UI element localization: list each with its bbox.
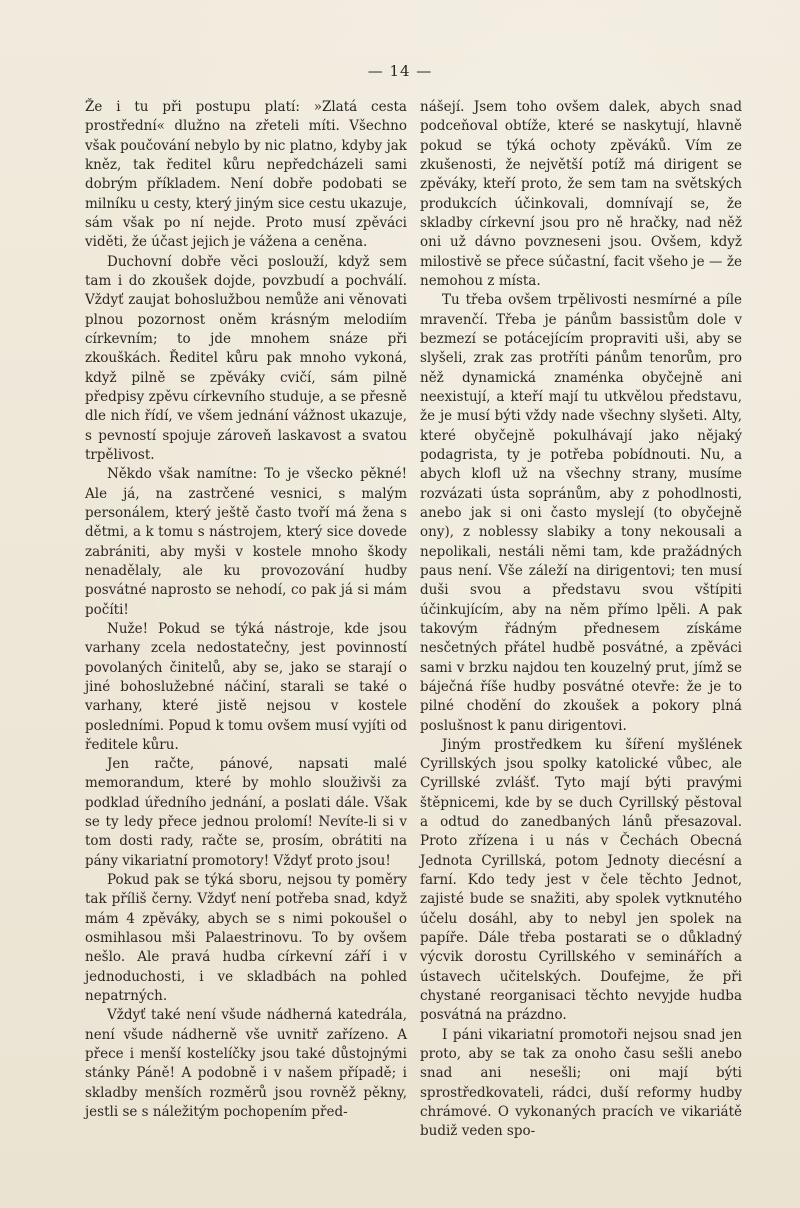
page-number: — 14 — [367, 62, 433, 80]
paragraph: Někdo však namítne: To je všecko pěkné! Ale já, na zastrčené vesnici, s malým personálem, který ještě často tvoří má žena s dětmi, a k tomu s nástrojem, který sice dovede zabrániti, aby myši v kostele mnoho škody nenadělaly, ale ku provozování hudby posvátné naprosto se nehodí, co pak já si mám počíti! [85, 466, 407, 618]
paragraph: Že i tu při postupu platí: »Zlatá cesta prostřední« dlužno na zřeteli míti. Všechno však poučování nebylo by nic platno, kdyby jak kněz, tak ředitel kůru nepředcházeli sami dobrým příkladem. Není dobře podobati se milníku u cesty, který jiným sice cestu ukazuje, sám však po ní nejde. Proto musí zpěváci viděti, že účast jejich je vážena a ceněna. [85, 99, 407, 251]
paragraph: Vždyť také není všude nádherná katedrála, není všude nádherně vše uvnitř zařízeno. A přece i menší kostelíčky jsou také důstojnými stánky Páně! A podobně i v našem případě; i skladby menších rozměrů jsou rovněž pěkny, jestli se s náležitým pochopením před- [85, 1007, 407, 1121]
paragraph: Jiným prostředkem ku šíření myšlének Cyrillských jsou spolky katolické vůbec, ale Cyrillské zvlášť. Tyto mají býti pravými štěpnicemi, kde by se duch Cyrillský pěstoval a odtud do zanedbaných lánů přesazoval. Proto zřízena i u nás v Čechách Obecná Jednota Cyrillská, potom Jednoty diecésní a farní. Kdo tedy jest v čele těchto Jednot, zajisté bude se snažiti, aby spolek vytknutého účelu dosáhl, aby to nebyl jen spolek na papíře. Dále třeba postarati se o důkladný výcvik dorostu Cyrillského v seminářích a ústavech učitelských. Doufejme, že při chystané reorganisaci těchto nevyjde hudba posvátná na prázdno. [420, 736, 742, 1024]
left-column [85, 98, 407, 1122]
paragraph: Jen račte, pánové, napsati malé memorandum, které by mohlo slouživši za podklad úředního jednání, a poslati dále. Však se ty ledy přece jednou prolomí! Nevíte-li si v tom dosti rady, račte se, prosím, obrátiti na pány vikariatní promotory! Vždyť proto jsou! [85, 756, 407, 869]
paragraph: I páni vikariatní promotoři nejsou snad jen proto, aby se tak za onoho času sešli anebo snad ani nesešli; oni mají býti sprostředkovateli, rádci, duší reformy hudby chrámové. O vykonaných pracích ve vikariátě budiž veden spo- [420, 1026, 742, 1140]
paragraph: nášejí. Jsem toho ovšem dalek, abych snad podceňoval obtíže, které se naskytují, hlavně pokud se týká ochoty zpěváků. Vím ze zkušenosti, že největší potíž má dirigent se zpěváky, kteří proto, že sem tam na světských produkcích účinkovali, domnívají se, že skladby církevní jsou pro ně hračky, nad něž oni už dávno povzneseni jsou. Ovšem, když milostivě se přece súčastní, facit všeho je — že nemohou z místa. [420, 99, 742, 289]
paragraph: Pokud pak se týká sboru, nejsou ty poměry tak příliš černy. Vždyť není potřeba snad, když mám 4 zpěváky, abych se s nimi pokoušel o osmihlasou mši Palaestrinovu. To by ovšem nešlo. Ale pravá hudba církevní září i v jednoduchosti, i ve skladbách na pohled nepatrných. [85, 872, 407, 1005]
paragraph: Tu třeba ovšem trpělivosti nesmírné a píle mravenčí. Třeba je pánům bassistům dole v bezmezí se potácejícím propraviti uši, aby se slyšeli, zrak zas protříti pánům tenorům, pro něž dynamická znaménka obyčejně ani neexistují, a kteří mají tu utkvělou představu, že je musí býti vždy nade všechny slyšeti. Alty, které obyčejně pokulhávají jako nějaký podagrista, ty je potřeba pobídnouti. Nu, a abych klofl už na všechny strany, musíme rozvázati ústa sopránům, aby z pohodlnosti, anebo jak si oni často myslejí (to obyčejně ony), z noblessy slabiky a tony nekousali a nepolikali, nestáli němi tam, kde pražádných paus není. Vše záleží na dirigentovi; ten musí duši svou a představu svou vštípiti účinkujícím, aby na něm přímo lpěli. A pak takovým řádným přednesem získáme nesčetných přátel hudbě posvátné, a zpěváci sami v brzku najdou ten kouzelný prut, jímž se báječná říše hudby posvátné otevře: že je to pilné chodění do zkoušek a pokory plná poslušnost k panu dirigentovi. [420, 292, 742, 734]
paragraph: Nuže! Pokud se týká nástroje, kde jsou varhany zcela nedostatečny, jest povinností povolaných činitelů, aby se, jako se starají o jiné bohoslužebné náčiní, starali se také o varhany, které jistě nejsou v kostele posledními. Popud k tomu ovšem musí vyjíti od ředitele kůru. [85, 620, 407, 753]
right-column [420, 98, 742, 1142]
paragraph: Duchovní dobře věci poslouží, když sem tam i do zkoušek dojde, povzbudí a pochválí. Vždyť zaujat bohoslužbou nemůže ani věnovati plnou pozornost oněm krásným melodiím církevním; to jde mnohem snáze při zkouškách. Ředitel kůru pak mnoho vykoná, když pilně se zpěváky cvičí, sám pilně předpisy zpěvu církevního studuje, a se přesně dle nich řídí, ve všem jednání vážnost ukazuje, s pevností spojuje zároveň laskavost a svatou trpělivost. [85, 253, 407, 463]
